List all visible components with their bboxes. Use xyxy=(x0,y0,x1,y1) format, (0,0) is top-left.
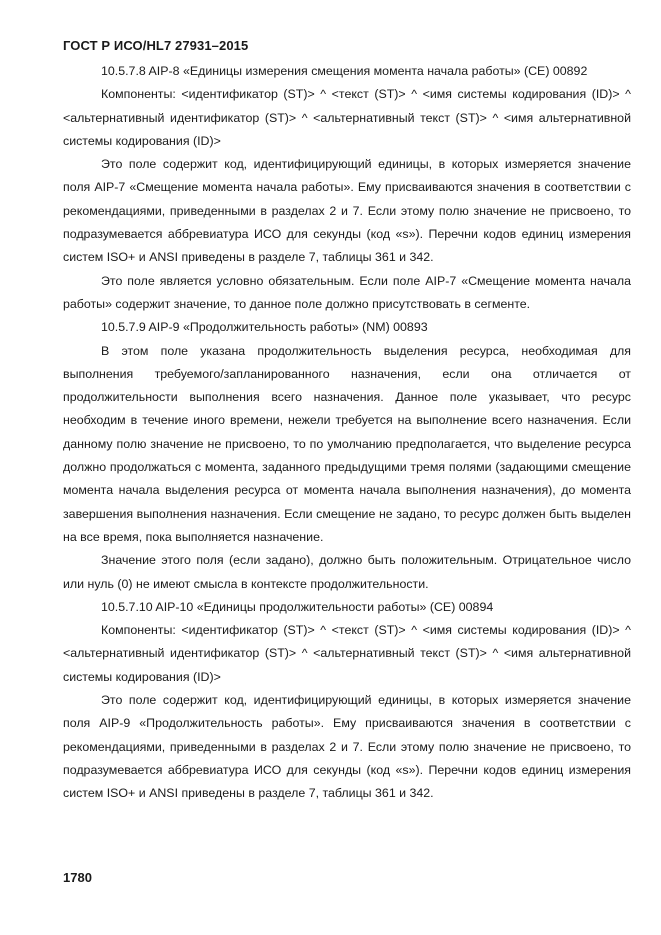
page-number: 1780 xyxy=(63,870,92,885)
section-heading-10-5-7-10: 10.5.7.10 AIP-10 «Единицы продолжительности работы» (CE) 00894 xyxy=(101,599,494,614)
body-paragraph: Значение этого поля (если задано), должно быть положительным. Отрицательное число или нуль (0) не имеют смысла в контексте продолжительности. xyxy=(63,553,631,591)
body-paragraph: Это поле содержит код, идентифицирующий единицы, в которых измеряется значение поля AIP-7 «Смещение момента начала работы». Ему присваиваются значения в соответствии с рекомендациями, приведенными в разделах 2 и 7. Если этому полю значение не присвоено, то подразумевается аббревиатура ИСО для секунды (код «s»). Перечни кодов единиц измерения систем ISO+ и ANSI приведены в разделе 7, таблицы 361 и 342. xyxy=(63,157,631,265)
body-paragraph: В этом поле указана продолжительность выделения ресурса, необходимая для выполнения требуемого/запланированного назначения, если она отличается от продолжительности выполнения всего назначения. Данное поле указывает, что ресурс необходим в течение иного времени, нежели требуется на выполнение всего назначения. Если данному полю значение не присвоено, то по умолчанию предполагается, что выделение ресурса должно продолжаться с момента, заданного предыдущими тремя полями (задающими смещение момента начала выделения ресурса от момента начала выполнения назначения), до момента завершения выполнения назначения. Если смещение не задано, то ресурс должен быть выделен на все время, пока выполняется назначение. xyxy=(63,343,631,544)
section-heading-10-5-7-9: 10.5.7.9 AIP-9 «Продолжительность работы» (NM) 00893 xyxy=(101,320,428,335)
document-body xyxy=(63,60,631,806)
section-heading-10-5-7-8: 10.5.7.8 AIP-8 «Единицы измерения смещения момента начала работы» (CE) 00892 xyxy=(101,64,588,78)
standard-header: ГОСТ Р ИСО/HL7 27931–2015 xyxy=(63,38,249,53)
components-paragraph: Компоненты: <идентификатор (ST)> ^ <текст (ST)> ^ <имя системы кодирования (ID)> ^ <альтернативный идентификатор (ST)> ^ <альтернативный текст (ST)> ^ <имя альтернативной системы кодирования (ID)> xyxy=(63,87,631,148)
body-paragraph: Это поле является условно обязательным. Если поле AIP-7 «Смещение момента начала работы» содержит значение, то данное поле должно присутствовать в сегменте. xyxy=(63,273,631,311)
components-paragraph: Компоненты: <идентификатор (ST)> ^ <текст (ST)> ^ <имя системы кодирования (ID)> ^ <альтернативный идентификатор (ST)> ^ <альтернативный текст (ST)> ^ <имя альтернативной системы кодирования (ID)> xyxy=(63,623,631,684)
body-paragraph: Это поле содержит код, идентифицирующий единицы, в которых измеряется значение поля AIP-9 «Продолжительность работы». Ему присваиваются значения в соответствии с рекомендациями, приведенными в разделах 2 и 7. Если этому полю значение не присвоено, то подразумевается аббревиатура ИСО для секунды (код «s»). Перечни кодов единиц измерения систем ISO+ и ANSI приведены в разделе 7, таблицы 361 и 342. xyxy=(63,693,631,801)
